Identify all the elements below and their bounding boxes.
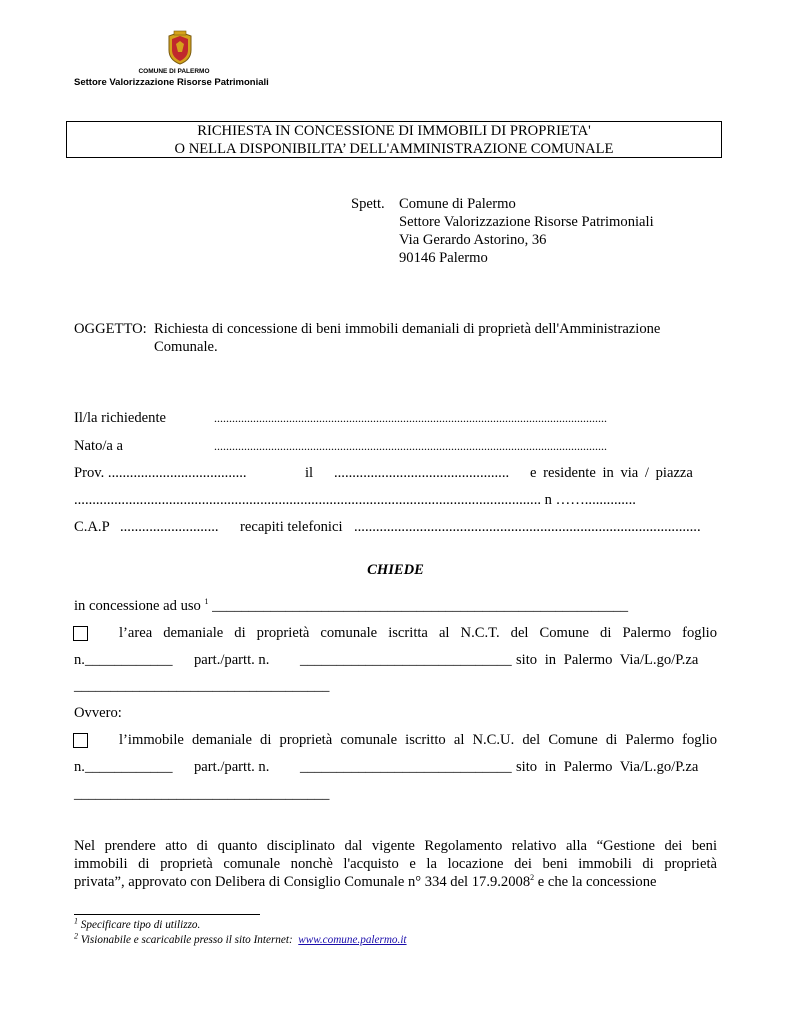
recipient-line-1: Comune di Palermo — [399, 196, 516, 212]
recapiti-field[interactable]: ............................................................................................... — [354, 519, 701, 535]
option2-via-field[interactable]: ___________________________________ — [74, 786, 330, 802]
paragraph-line-3-a: privata”, approvato con Delibera di Consiglio Comunale n° 334 del 17.9.2008 — [74, 874, 531, 890]
title-line-1: RICHIESTA IN CONCESSIONE DI IMMOBILI DI PROPRIETA' — [197, 123, 591, 139]
ovvero-label: Ovvero: — [74, 705, 122, 721]
option1-sito-label: sito in Palermo Via/L.go/P.za — [516, 652, 699, 668]
footnote-ref-1: 1 — [204, 597, 209, 607]
richiedente-field[interactable]: ................................................................................................................................... — [214, 411, 607, 425]
footnote-1-text: Specificare tipo di utilizzo. — [80, 919, 201, 931]
il-field[interactable]: ................................................ — [334, 465, 510, 481]
checkbox-immobile-demaniale[interactable] — [73, 733, 88, 748]
option2-line-1: l’immobile demaniale di proprietà comunale iscritto al N.C.U. del Comune di Palermo foglio — [119, 732, 717, 748]
il-label: il — [305, 465, 314, 481]
nato-field[interactable]: ................................................................................................................................... — [214, 439, 607, 453]
prov-field[interactable]: Prov. ...................................... — [74, 465, 247, 481]
footnote-2-text: Visionabile e scaricabile presso il sito Internet: — [80, 934, 293, 946]
footnote-2 — [74, 931, 407, 946]
cap-label: C.A.P — [74, 519, 110, 535]
document-title-box — [66, 121, 722, 158]
oggetto-label: OGGETTO: — [74, 321, 147, 337]
option1-partt-field[interactable]: _____________________________ — [300, 652, 512, 668]
concessione-line — [74, 597, 628, 615]
option1-partt-label: part./partt. n. — [194, 652, 270, 668]
org-small-label: COMUNE DI PALERMO — [138, 68, 210, 75]
title-line-2: O NELLA DISPONIBILITA’ DELL'AMMINISTRAZIONE COMUNALE — [174, 140, 614, 157]
richiedente-label: Il/la richiedente — [74, 410, 166, 426]
paragraph-line-2: immobili di proprietà comunale nonchè l'acquisto e la locazione dei beni immobili di proprietà — [74, 856, 717, 872]
option1-foglio-field[interactable]: n.____________ — [74, 652, 173, 668]
oggetto-text-line-2: Comunale. — [154, 339, 218, 355]
cap-field[interactable]: ........................... — [120, 519, 219, 535]
paragraph-line-3-b: e che la concessione — [537, 874, 657, 890]
footnote-separator — [74, 914, 260, 915]
footnote-ref-2: 2 — [530, 873, 535, 883]
comune-palermo-link[interactable]: www.comune.palermo.it — [298, 934, 407, 946]
recipient-spett: Spett. — [351, 196, 385, 212]
comune-palermo-crest — [163, 30, 197, 66]
option2-foglio-field[interactable]: n.____________ — [74, 759, 173, 775]
recipient-line-3: Via Gerardo Astorino, 36 — [399, 232, 547, 248]
chiede-heading: CHIEDE — [367, 562, 424, 578]
org-name: Settore Valorizzazione Risorse Patrimoniali — [74, 77, 269, 88]
residente-label: e residente in via / piazza — [530, 465, 693, 481]
nato-label: Nato/a a — [74, 438, 124, 454]
checkbox-area-demaniale[interactable] — [73, 626, 88, 641]
recipient-line-2: Settore Valorizzazione Risorse Patrimoniali — [399, 214, 654, 230]
address-field[interactable]: ................................................................................................................................ n …….............. — [74, 492, 636, 508]
option1-line-1: l’area demaniale di proprietà comunale iscritta al N.C.T. del Comune di Palermo foglio — [119, 625, 717, 641]
paragraph-line-1: Nel prendere atto di quanto disciplinato dal vigente Regolamento relativo alla “Gestione dei beni — [74, 838, 717, 854]
option2-partt-label: part./partt. n. — [194, 759, 270, 775]
option2-partt-field[interactable]: _____________________________ — [300, 759, 512, 775]
paragraph-line-3 — [74, 873, 657, 891]
footnote-2-number: 2 — [74, 931, 78, 941]
concessione-blank[interactable]: _________________________________________________________ — [212, 598, 629, 614]
option1-via-field[interactable]: ___________________________________ — [74, 678, 330, 694]
option2-sito-label: sito in Palermo Via/L.go/P.za — [516, 759, 699, 775]
footnote-1 — [74, 916, 201, 931]
recipient-line-4: 90146 Palermo — [399, 250, 488, 266]
oggetto-text-line-1: Richiesta di concessione di beni immobili demaniali di proprietà dell'Amministrazione — [154, 321, 661, 337]
footnote-1-number: 1 — [74, 916, 78, 926]
concessione-label: in concessione ad uso — [74, 598, 201, 614]
recapiti-label: recapiti telefonici — [240, 519, 343, 535]
